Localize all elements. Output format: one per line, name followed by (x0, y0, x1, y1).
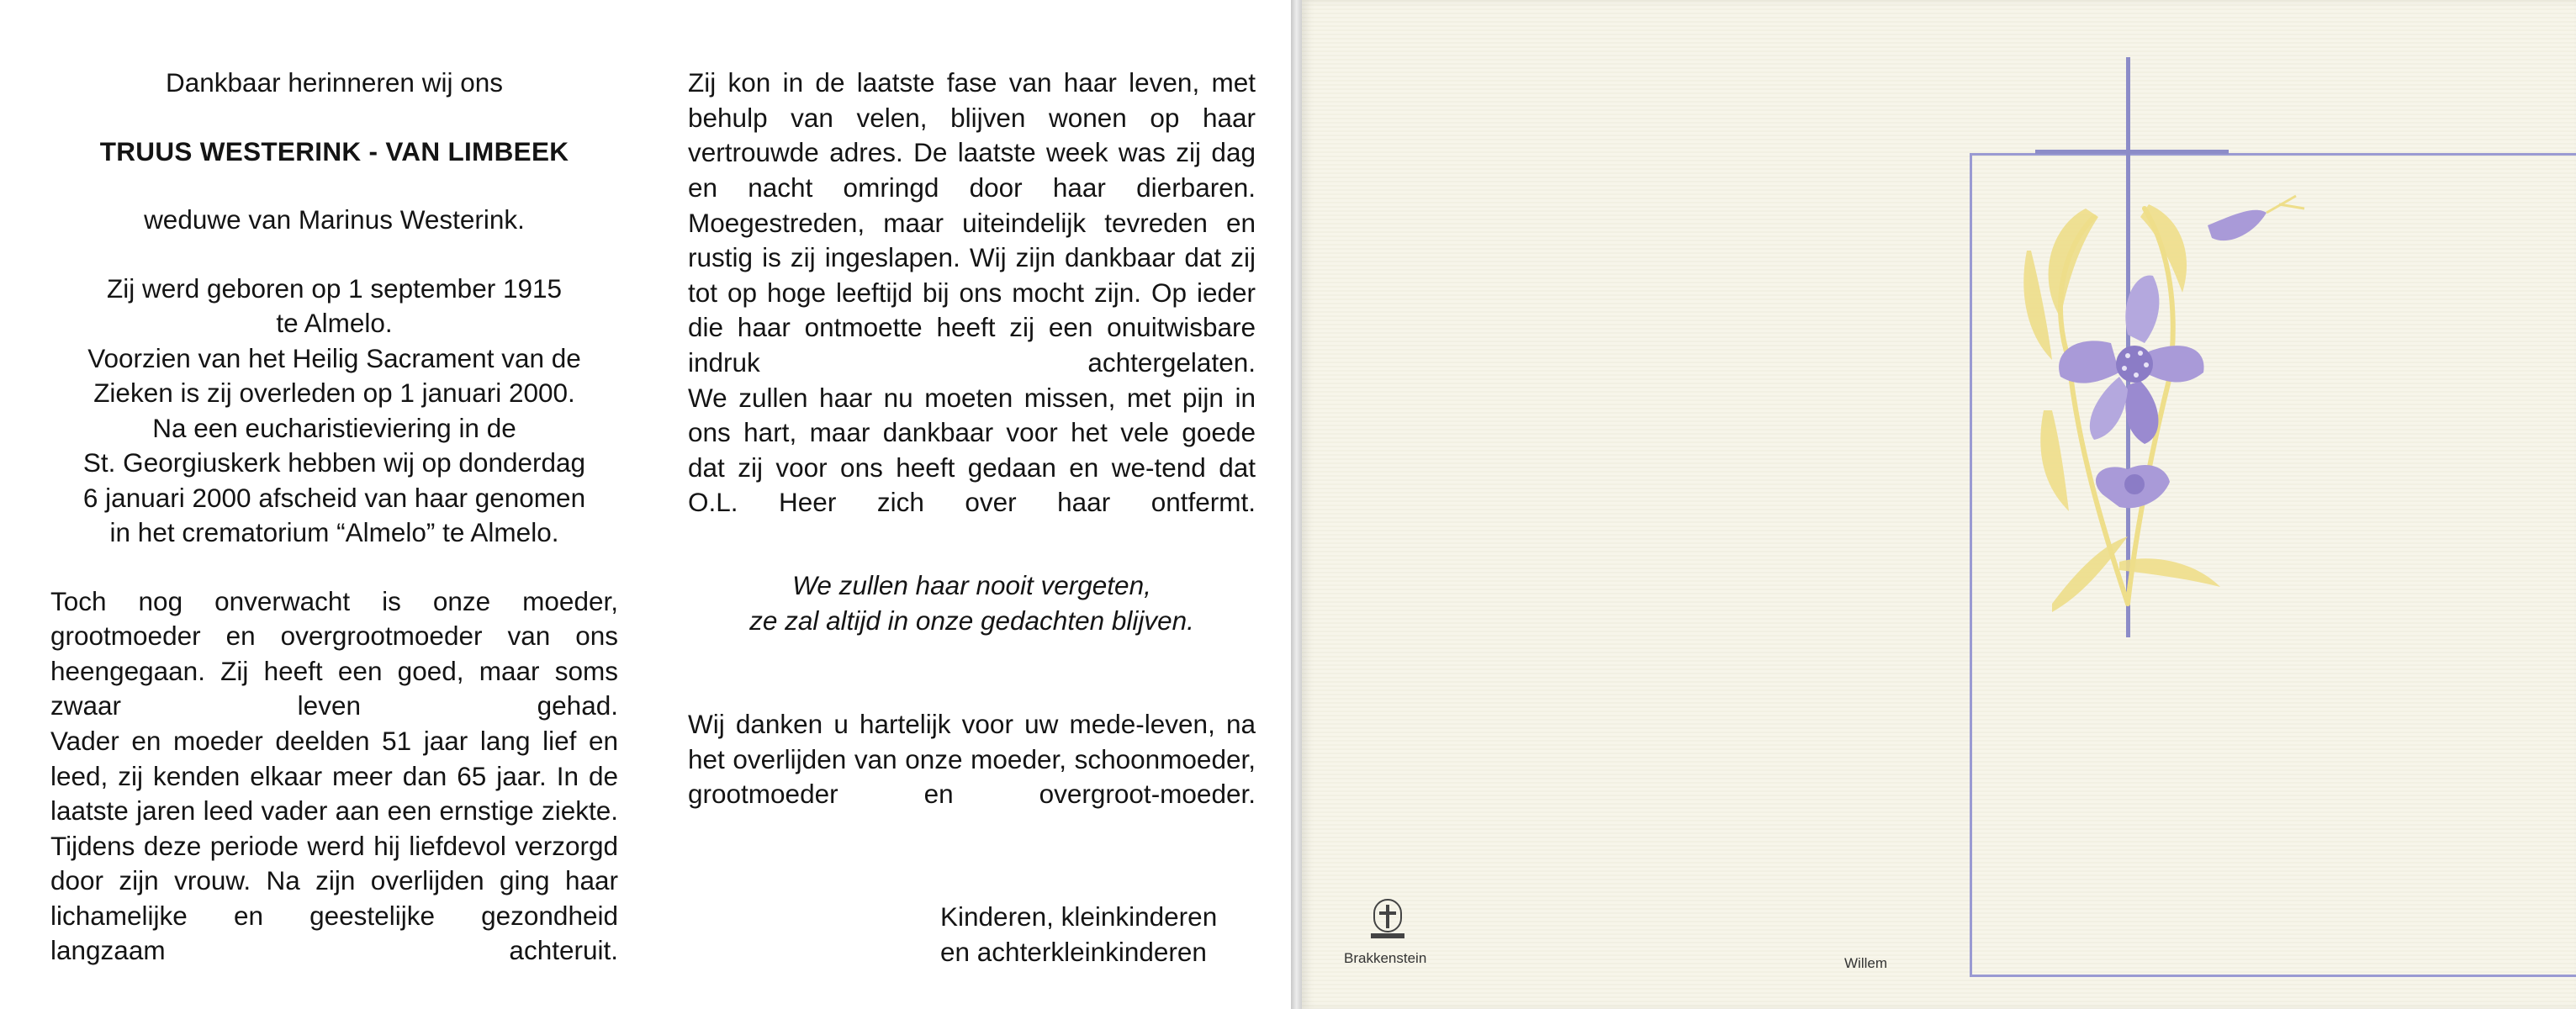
flower-bud (2208, 210, 2267, 240)
death-line: Na een eucharistieviering in de (152, 412, 516, 443)
thanks-paragraph: Wij danken u hartelijk voor uw mede-leven, na het overlijden van onze moeder, schoonmoeder, grootmoeder en overgroot-moeder. (688, 709, 1256, 809)
death-details (50, 341, 618, 551)
memorial-quote (688, 568, 1256, 638)
passing-paragraph: Moegestreden, maar uiteindelijk tevreden en rustig is zij ingeslapen. Wij zijn dankbaar dat zij tot op hoge leeftijd bij ons mocht zijn. Op ieder die haar ontmoette heeft zij een onuitwisbare indruk achtergelaten. (688, 207, 1256, 378)
cross-with-flowers-artwork (2002, 57, 2355, 663)
death-line: 6 januari 2000 afscheid van haar genomen (82, 482, 586, 513)
life-paragraph: Toch nog onverwacht is onze moeder, grootmoeder en overgrootmoeder van ons heengegaan. Zij heeft een goed, maar soms zwaar leven gehad. (50, 585, 618, 721)
birth-details (50, 272, 618, 341)
final-phase-paragraph: Zij kon in de laatste fase van haar leven, met behulp van velen, blijven wonen op haar vertrouwde adres. De laatste week was zij dag en nacht omringd door haar dierbaren. (688, 67, 1256, 203)
card-fold (1291, 0, 1302, 1009)
artist-signature: Willem (1844, 955, 1887, 971)
death-line: St. Georgiuskerk hebben wij op donderdag (82, 447, 586, 478)
signature-line: en achterkleinkinderen (940, 936, 1207, 967)
quote-line: ze zal altijd in onze gedachten blijven. (749, 605, 1194, 636)
marriage-paragraph: Vader en moeder deelden 51 jaar lang lief en leed, zij kenden elkaar meer dan 65 jaar. In de laatste jaren leed vader aan een ernstige ziekte. Tijdens deze periode werd hij liefdevol verzorgd door zijn vrouw. Na zijn overlijden ging haar lichamelijke en geestelijke gezondheid langzaam achteruit. (50, 726, 618, 965)
missing-paragraph: We zullen haar nu moeten missen, met pijn in ons hart, maar dankbaar voor het vele goede dat zij voor ons heeft gedaan en we-tend dat O.L. Heer zich over haar ontfermt. (688, 382, 1256, 517)
lower-flower (2096, 465, 2170, 508)
family-signature (940, 900, 1217, 969)
main-flower (2059, 276, 2203, 444)
death-line: Zieken is zij overleden op 1 januari 2000. (93, 378, 575, 408)
widow-of-line: weduwe van Marinus Westerink. (144, 204, 525, 235)
right-text-column (688, 66, 1256, 847)
left-text-column (50, 66, 618, 1003)
cross-horizontal-beam (2035, 150, 2229, 154)
publisher-logo-icon (1369, 898, 1406, 940)
death-line: Voorzien van het Heilig Sacrament van de (87, 342, 581, 373)
birth-line: te Almelo. (276, 308, 393, 338)
deceased-name: TRUUS WESTERINK - VAN LIMBEEK (99, 135, 569, 166)
intro-line: Dankbaar herinneren wij ons (166, 67, 503, 98)
quote-line: We zullen haar nooit vergeten, (792, 570, 1151, 600)
publisher-name: Brakkenstein (1344, 950, 1427, 966)
death-line: in het crematorium “Almelo” te Almelo. (109, 517, 559, 547)
bud-tip (2267, 196, 2304, 213)
birth-line: Zij werd geboren op 1 september 1915 (106, 272, 563, 304)
signature-line: Kinderen, kleinkinderen (940, 901, 1218, 932)
